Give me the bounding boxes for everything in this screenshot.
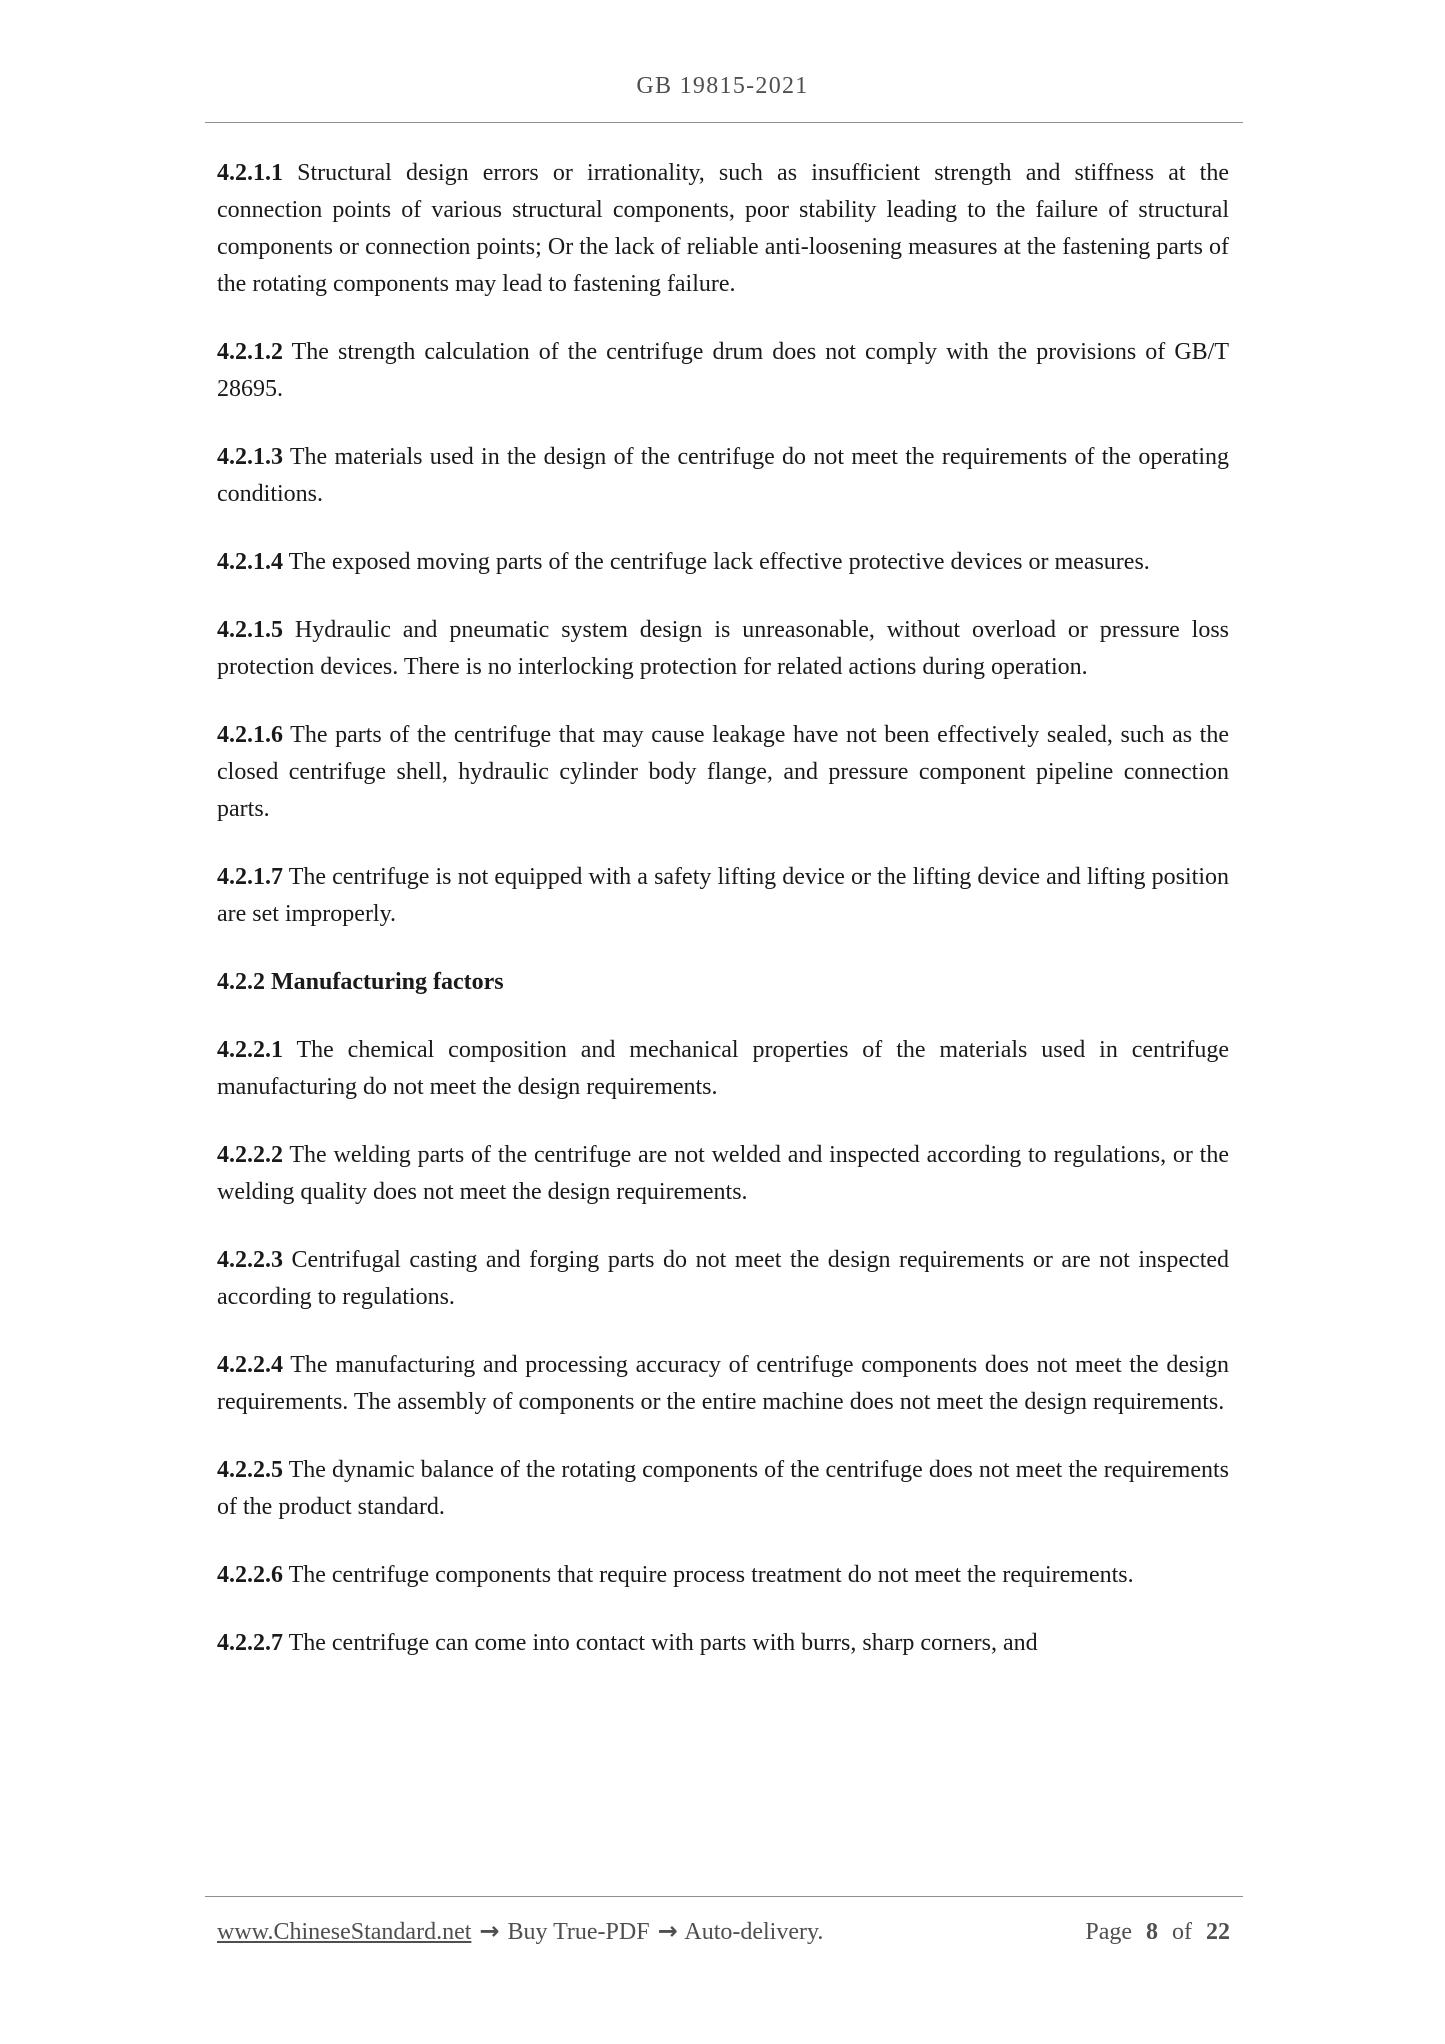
clause-number: 4.2.2.6 <box>217 1562 283 1588</box>
clause-text: Manufacturing factors <box>271 969 504 995</box>
clause-text: Structural design errors or irrationality, such as insufficient strength and stiffness at the connection points of various structural components, poor stability leading to the failure of structural components or connection points; Or the lack of reliable anti-loosening measures at the fastening parts of the rotating components may lead to fastening failure. <box>217 160 1229 297</box>
clause-number: 4.2.2.7 <box>217 1630 283 1656</box>
clause-number: 4.2.1.3 <box>217 444 283 470</box>
page-number: 8 <box>1146 1919 1158 1945</box>
clause-paragraph <box>217 612 1229 686</box>
clause-number: 4.2.1.7 <box>217 864 283 890</box>
clause-paragraph <box>217 717 1229 828</box>
auto-delivery-label: Auto-delivery. <box>684 1919 824 1945</box>
clause-number: 4.2.2.4 <box>217 1352 283 1378</box>
buy-true-pdf-label: Buy True-PDF <box>507 1919 650 1945</box>
arrow-icon: → <box>479 1917 500 1945</box>
clause-text: The centrifuge can come into contact with parts with burrs, sharp corners, and <box>288 1630 1038 1656</box>
of-label: of <box>1172 1919 1192 1945</box>
clause-number: 4.2.2.3 <box>217 1247 283 1273</box>
clause-paragraph <box>217 439 1229 513</box>
clause-text: The dynamic balance of the rotating components of the centrifuge does not meet the requirements of the product standard. <box>217 1457 1229 1520</box>
clause-number: 4.2.1.1 <box>217 160 283 186</box>
clause-number: 4.2.2.2 <box>217 1142 283 1168</box>
clause-paragraph <box>217 155 1229 303</box>
clause-paragraph <box>217 859 1229 933</box>
clause-number: 4.2.1.6 <box>217 722 283 748</box>
clause-paragraph <box>217 1452 1229 1526</box>
clause-text: The manufacturing and processing accuracy of centrifuge components does not meet the design requirements. The assembly of components or the entire machine does not meet the design requirements. <box>217 1352 1229 1415</box>
clause-paragraph <box>217 1557 1229 1594</box>
clause-text: Hydraulic and pneumatic system design is unreasonable, without overload or pressure loss protection devices. There is no interlocking protection for related actions during operation. <box>217 617 1229 680</box>
clause-number: 4.2.2.1 <box>217 1037 283 1063</box>
page-footer <box>217 1917 1230 1946</box>
clause-number: 4.2.1.5 <box>217 617 283 643</box>
clause-text: The materials used in the design of the centrifuge do not meet the requirements of the operating conditions. <box>217 444 1229 507</box>
footer-left <box>217 1917 823 1946</box>
clause-text: The chemical composition and mechanical properties of the materials used in centrifuge manufacturing do not meet the design requirements. <box>217 1037 1229 1100</box>
clause-text: The centrifuge is not equipped with a safety lifting device or the lifting device and lifting position are set improperly. <box>217 864 1229 927</box>
clause-number: 4.2.1.4 <box>217 549 283 575</box>
clause-paragraph <box>217 1625 1229 1662</box>
clause-number: 4.2.2 <box>217 969 265 995</box>
clause-text: The exposed moving parts of the centrifuge lack effective protective devices or measures. <box>288 549 1150 575</box>
clause-text: The centrifuge components that require process treatment do not meet the requirements. <box>288 1562 1134 1588</box>
clause-paragraph <box>217 544 1229 581</box>
clause-paragraph <box>217 1347 1229 1421</box>
document-body <box>217 155 1229 1693</box>
clause-text: The strength calculation of the centrifuge drum does not comply with the provisions of GB/T 28695. <box>217 339 1229 402</box>
footer-divider <box>205 1896 1243 1897</box>
clause-paragraph <box>217 1137 1229 1211</box>
clause-number: 4.2.2.5 <box>217 1457 283 1483</box>
section-heading <box>217 964 1229 1001</box>
clause-text: The welding parts of the centrifuge are not welded and inspected according to regulations, or the welding quality does not meet the design requirements. <box>217 1142 1229 1205</box>
website-link[interactable]: www.ChineseStandard.net <box>217 1919 472 1945</box>
page-label: Page <box>1085 1919 1132 1945</box>
header-divider <box>205 122 1243 123</box>
clause-paragraph <box>217 1242 1229 1316</box>
clause-paragraph <box>217 1032 1229 1106</box>
clause-number: 4.2.1.2 <box>217 339 283 365</box>
arrow-icon: → <box>657 1917 678 1945</box>
standard-code-header: GB 19815-2021 <box>636 73 809 99</box>
clause-paragraph <box>217 334 1229 408</box>
clause-text: Centrifugal casting and forging parts do not meet the design requirements or are not inspected according to regulations. <box>217 1247 1230 1310</box>
page-indicator <box>1085 1919 1230 1946</box>
total-pages: 22 <box>1206 1919 1230 1945</box>
clause-text: The parts of the centrifuge that may cause leakage have not been effectively sealed, such as the closed centrifuge shell, hydraulic cylinder body flange, and pressure component pipeline connection parts. <box>217 722 1229 822</box>
